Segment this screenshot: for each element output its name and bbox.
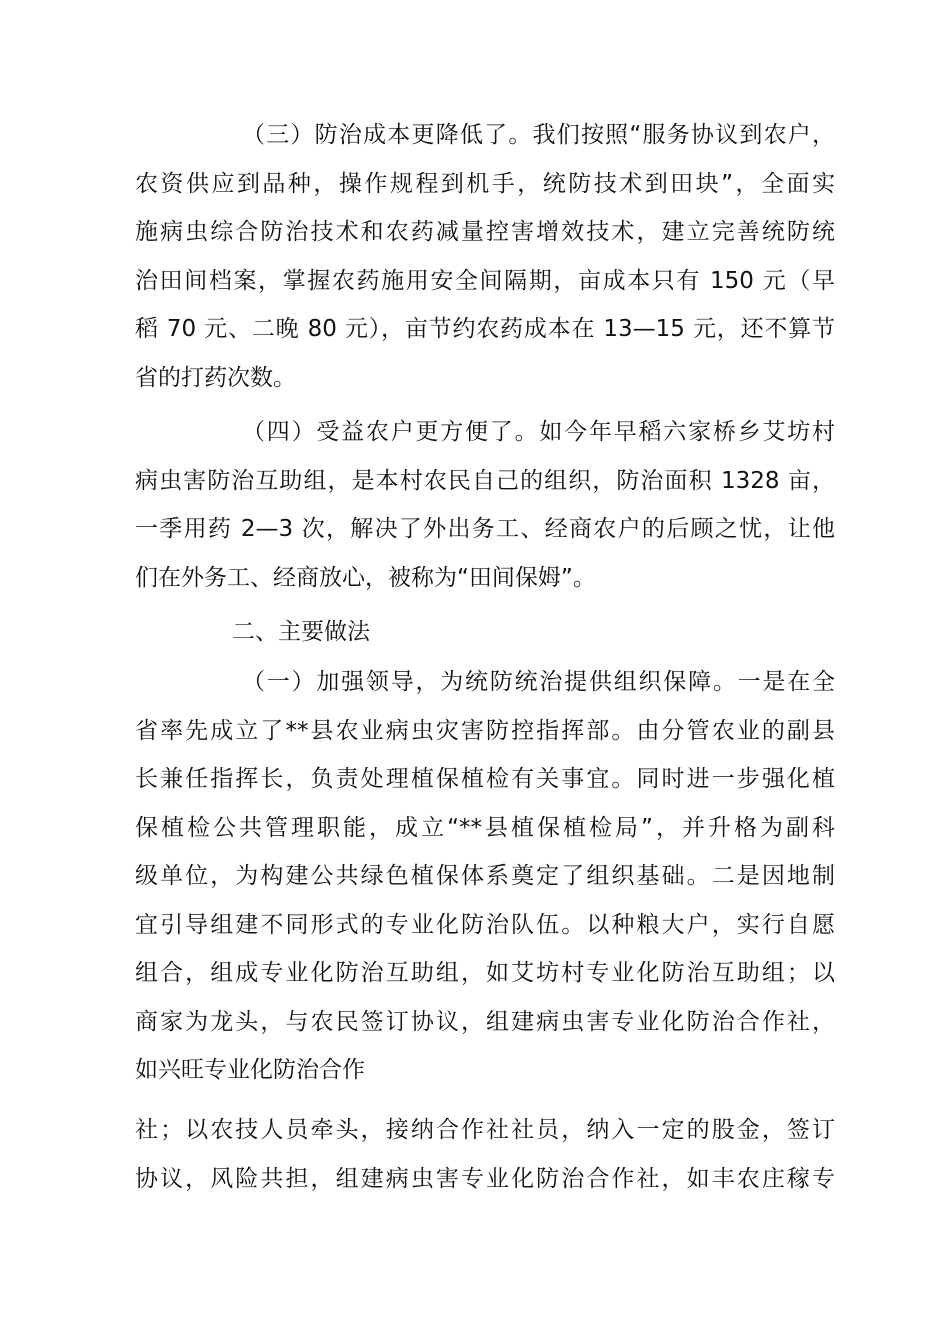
text-line: 组合，组成专业化防治互助组，如艾坊村专业化防治互助组；以: [135, 960, 835, 986]
text-line: 施病虫综合防治技术和农药减量控害增效技术，建立完善统防统: [135, 219, 835, 245]
text-line: 商家为龙头，与农民签订协议，组建病虫害专业化防治合作社，: [135, 1008, 835, 1035]
text-line: 农资供应到品种，操作规程到机手，统防技术到田块”，全面实: [135, 170, 835, 197]
text-line: 治田间档案，掌握农药施用安全间隔期，亩成本只有 150 元（早: [135, 267, 835, 294]
text-line: （一）加强领导，为统防统治提供组织保障。一是在全: [242, 669, 835, 695]
text-line: 病虫害防治互助组，是本村农民自己的组织，防治面积 1328 亩，: [135, 467, 835, 494]
text-line: 保植检公共管理职能，成立“**县植保植检局”，并升格为副科: [135, 814, 835, 841]
text-line: 如兴旺专业化防治合作: [135, 1057, 365, 1083]
text-line: 长兼任指挥长，负责处理植保植检有关事宜。同时进一步强化植: [135, 766, 835, 792]
section-heading-main-practices: [135, 608, 835, 657]
text-line: 们在外务工、经商放心，被称为“田间保姆”。: [135, 564, 596, 591]
text-line: 协议，风险共担，组建病虫害专业化防治合作社，如丰农庄稼专: [135, 1165, 835, 1192]
text-line: 宜引导组建不同形式的专业化防治队伍。以种粮大户，实行自愿: [135, 911, 835, 938]
paragraph-farmer-convenience: [135, 408, 835, 602]
heading-text: 二、主要做法: [232, 619, 370, 645]
text-line: 稻 70 元、二晚 80 元），亩节约农药成本在 13—15 元，还不算节: [135, 316, 835, 342]
paragraph-leadership: [135, 658, 835, 1095]
paragraph-cost-reduction: [135, 111, 835, 402]
paragraph-leadership-continued: [135, 1106, 835, 1203]
text-line: 省的打药次数。: [135, 364, 296, 391]
text-line: （三）防治成本更降低了。我们按照“服务协议到农户，: [242, 122, 835, 148]
text-line: 社；以农技人员牵头，接纳合作社社员，纳入一定的股金，签订: [135, 1117, 835, 1143]
text-line: （四）受益农户更方便了。如今年早稻六家桥乡艾坊村: [242, 419, 835, 445]
text-line: 省率先成立了**县农业病虫灾害防控指挥部。由分管农业的副县: [135, 717, 835, 744]
text-line: 一季用药 2—3 次，解决了外出务工、经商农户的后顾之忧，让他: [135, 516, 835, 542]
text-line: 级单位，为构建公共绿色植保体系奠定了组织基础。二是因地制: [135, 863, 835, 889]
